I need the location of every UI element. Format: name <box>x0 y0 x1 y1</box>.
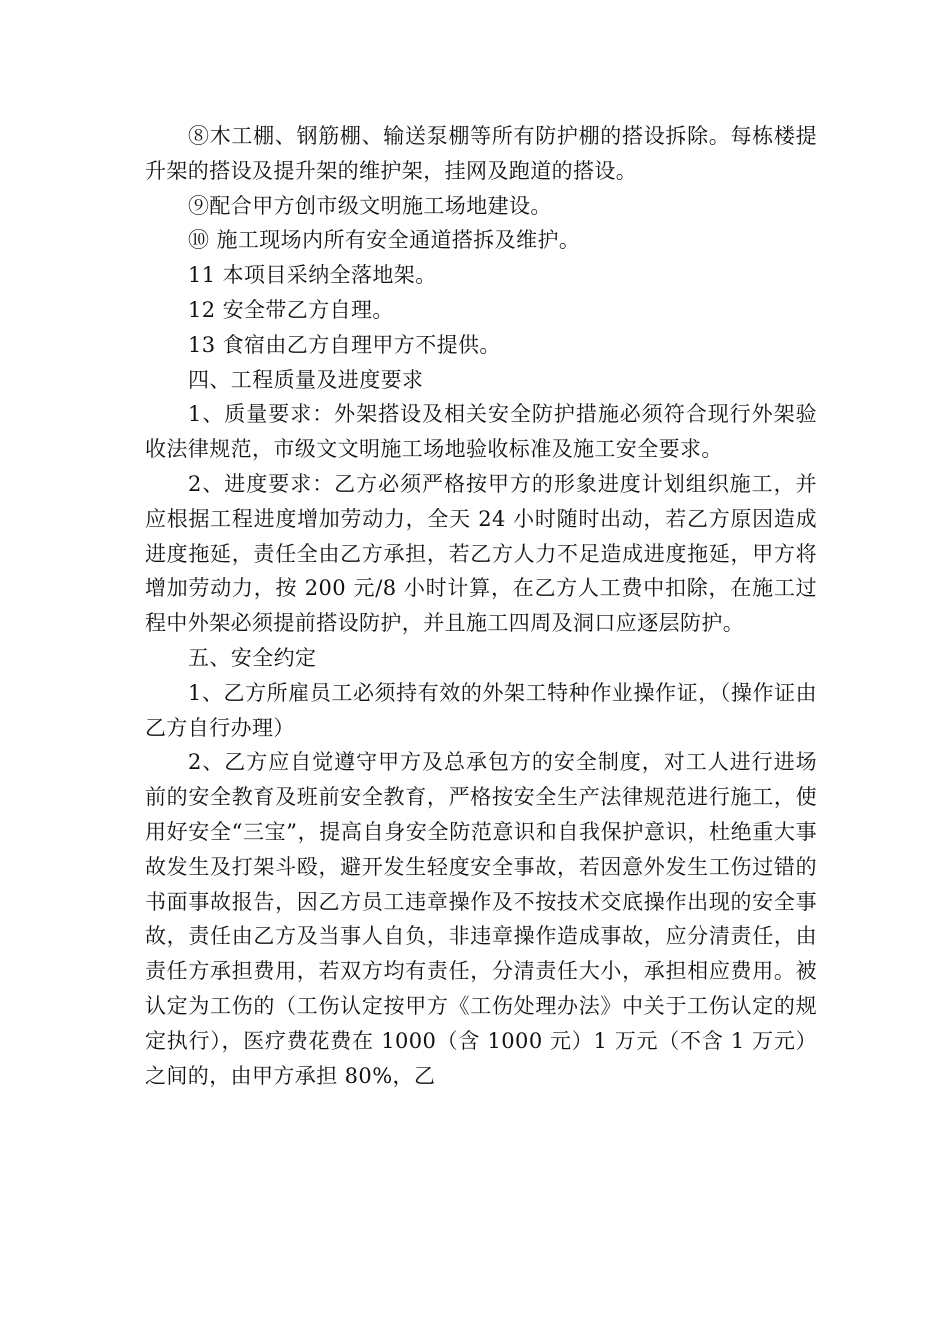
clause-13-paragraph: 13 食宿由乙方自理甲方不提供。 <box>188 332 501 357</box>
safety-clause-2-paragraph: 2、乙方应自觉遵守甲方及总承包方的安全制度，对工人进行进场前的安全教育及班前安全教育，严格按安全生产法律规范进行施工，使用好安全“三宝”，提高自身安全防范意识和自我保护意识，杜绝重大事故发生及打架斗殴，避开发生轻度安全事故，若因意外发生工伤过错的书面事故报告，因乙方员工违章操作及不按技术交底操作出现的安全事故，责任由乙方及当事人自负，非违章操作造成事故，应分清责任，由责任方承担费用，若双方均有责任，分清责任大小，承担相应费用。被认定为工伤的（工伤认定按甲方《工伤处理办法》中关于工伤认定的规定执行），医疗费花费在 1000（含 1000 元）1 万元（不含 1 万元）之间的，由甲方承担 80%，乙 <box>145 750 817 1088</box>
quality-requirement-paragraph: 1、质量要求：外架搭设及相关安全防护措施必须符合现行外架验收法律规范，市级文文明施工场地验收标准及施工安全要求。 <box>145 402 817 462</box>
clause-8-paragraph: ⑧木工棚、钢筋棚、输送泵棚等所有防护棚的搭设拆除。每栋楼提升架的搭设及提升架的维护架，挂网及跑道的搭设。 <box>145 124 817 183</box>
safety-clause-1-paragraph: 1、乙方所雇员工必须持有效的外架工特种作业操作证，（操作证由乙方自行办理） <box>145 680 817 740</box>
schedule-requirement-paragraph: 2、进度要求：乙方必须严格按甲方的形象进度计划组织施工，并应根据工程进度增加劳动力，全天 24 小时随时出动，若乙方原因造成进度拖延，责任全由乙方承担，若乙方人力不足造成进度拖延，甲方将增加劳动力，按 200 元/8 小时计算，在乙方人工费中扣除，在施工过程中外架必须提前搭设防护，并且施工四周及洞口应逐层防护。 <box>145 471 817 636</box>
section-4-heading: 四、工程质量及进度要求 <box>188 367 424 392</box>
document-page <box>145 119 817 1093</box>
section-5-heading: 五、安全约定 <box>188 645 317 670</box>
clause-11-paragraph: 11 本项目采纳全落地架。 <box>188 263 437 288</box>
clause-12-paragraph: 12 安全带乙方自理。 <box>188 297 394 322</box>
clause-9-paragraph: ⑨配合甲方创市级文明施工场地建设。 <box>188 193 552 218</box>
clause-10-paragraph: ⑩ 施工现场内所有安全通道搭拆及维护。 <box>188 228 581 253</box>
